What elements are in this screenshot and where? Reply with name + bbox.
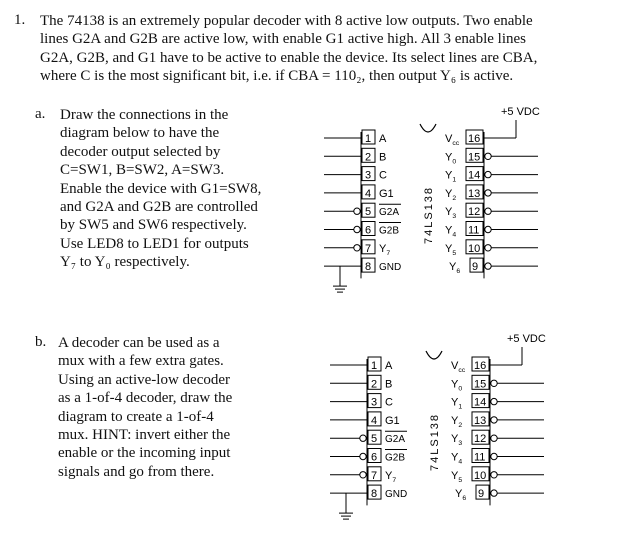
pin-number: 13 [474,414,487,427]
part-b-line: diagram to create a 1-of-4 [58,408,214,425]
chip-notch [420,124,436,132]
pin-number: 14 [468,169,481,182]
part-a-line: Draw the connections in the [60,107,229,123]
pin-name: B [385,378,393,391]
pin-name: C [385,396,393,409]
pin-number: 4 [371,414,378,427]
inversion-bubble [491,472,497,478]
pin-name: GND [379,262,402,274]
part-b-line: mux. HINT: invert either the [58,427,231,444]
decoder-diagram-a [316,98,556,309]
pin-number: 16 [474,360,487,372]
part-number: 74LS138 [429,412,441,471]
question-number: 1. [14,12,26,28]
intro-line: The 74138 is an extremely popular decoder with 8 active low outputs. Two enable [40,13,533,29]
inversion-bubble [491,435,497,441]
inversion-bubble [354,208,360,214]
part-a-line: Y₇ to Y₀ respectively. [60,254,190,271]
pin-number: 5 [371,433,378,446]
part-a-line: decoder output selected by [60,143,221,160]
inversion-bubble [360,472,366,478]
pin-number: 7 [371,469,378,482]
inversion-bubble [485,226,491,232]
pin-name: GND [385,489,408,501]
pin-number: 6 [365,224,372,237]
pin-name: $Y_0$ [445,151,457,166]
pin-name: $Y_4$ [451,451,463,466]
inversion-bubble [491,490,497,496]
pin-name: C [379,169,387,182]
inversion-bubble [491,398,497,404]
pin-number: 15 [468,151,481,164]
pin-name: $Y_2$ [445,187,457,202]
pin-name: G2A [379,207,400,219]
inversion-bubble [360,453,366,459]
inversion-bubble [360,435,366,441]
chip-svg [316,98,556,304]
pin-number: 1 [365,133,372,145]
part-b-text [58,334,288,481]
pin-number: 1 [371,360,378,372]
part-a-line: Enable the device with G1=SW8, [60,180,262,197]
part-a-line: C=SW1, B=SW2, A=SW3. [60,162,225,179]
pin-name: G2B [385,452,406,464]
pin-number: 10 [474,469,487,482]
inversion-bubble [491,417,497,423]
part-number: 74LS138 [423,185,435,244]
pin-name: $Y_5$ [451,469,463,484]
part-b-line: Using an active-low decoder [58,371,231,388]
decoder-diagram-b [322,325,562,536]
pin-number: 13 [468,187,481,200]
pin-name: $Y_1$ [451,396,463,411]
intro-line: where C is the most significant bit, i.e. if CBA = 110₂, then output Y₆ is active. [40,68,514,85]
part-a-line: diagram below to have the [60,125,220,142]
pin-name: $V_{cc}$ [445,133,460,147]
inversion-bubble [485,208,491,214]
inversion-bubble [485,190,491,196]
pin-name: $Y_0$ [451,378,463,393]
part-a-line: Use LED8 to LED1 for outputs [60,235,249,252]
part-b-letter: b. [35,334,47,350]
pin-number: 12 [474,433,487,446]
pin-number: 9 [478,488,485,501]
inversion-bubble [491,453,497,459]
inversion-bubble [485,263,491,269]
chip-svg [322,325,562,531]
pin-name: G1 [379,187,394,200]
pin-name: A [379,133,387,145]
pin-number: 8 [371,488,378,501]
inversion-bubble [485,245,491,251]
intro-line: lines G2A and G2B are active low, with enable G1 active high. All 3 enable lines [40,31,526,48]
pin-number: 4 [365,187,372,200]
pin-name: $Y_6$ [449,261,461,276]
supply-label: +5 VDC [507,333,546,345]
pin-number: 5 [365,206,372,219]
inversion-bubble [485,153,491,159]
question-intro [40,12,600,86]
pin-number: 14 [474,396,487,409]
pin-name: $Y_3$ [445,206,457,221]
pin-name: $Y_2$ [451,414,463,429]
part-a-letter: a. [35,106,46,122]
pin-name: $V_{cc}$ [451,360,466,374]
part-a-line: and G2A and G2B are controlled [60,199,258,216]
pin-number: 10 [468,242,481,255]
part-a-text [60,106,290,272]
inversion-bubble [491,380,497,386]
part-b-line: signals and go from there. [58,463,215,480]
supply-label: +5 VDC [501,106,540,118]
pin-number: 3 [365,169,372,182]
pin-name: G1 [385,414,400,427]
pin-name: G2B [379,225,400,237]
pin-number: 8 [365,261,372,274]
pin-number: 16 [468,133,481,145]
part-b-line: mux with a few extra gates. [58,353,224,370]
pin-name: A [385,360,393,372]
part-b-line: A decoder can be used as a [58,335,220,351]
pin-number: 11 [468,224,480,237]
pin-number: 15 [474,378,487,391]
pin-number: 12 [468,206,481,219]
pin-number: 11 [474,451,486,464]
pin-name: $Y_3$ [451,433,463,448]
pin-name: $Y_7$ [385,469,397,484]
pin-name: $Y_6$ [455,488,467,503]
pin-name: $Y_4$ [445,224,457,239]
intro-line: G2A, G2B, and G1 have to be active to enable the device. Its select lines are CBA, [40,49,538,66]
pin-name: $Y_1$ [445,169,457,184]
pin-number: 2 [365,151,372,164]
pin-number: 3 [371,396,378,409]
pin-name: $Y_5$ [445,242,457,257]
inversion-bubble [354,245,360,251]
pin-number: 9 [472,261,479,274]
pin-number: 7 [365,242,372,255]
part-b-line: as a 1-of-4 decoder, draw the [58,390,233,407]
pin-name: G2A [385,434,406,446]
pin-number: 2 [371,378,378,391]
part-a-line: by SW5 and SW6 respectively. [60,217,247,234]
inversion-bubble [354,226,360,232]
pin-name: B [379,151,387,164]
pin-name: $Y_7$ [379,242,391,257]
part-b-line: enable or the incoming input [58,445,231,462]
chip-notch [426,351,442,359]
inversion-bubble [485,171,491,177]
pin-number: 6 [371,451,378,464]
